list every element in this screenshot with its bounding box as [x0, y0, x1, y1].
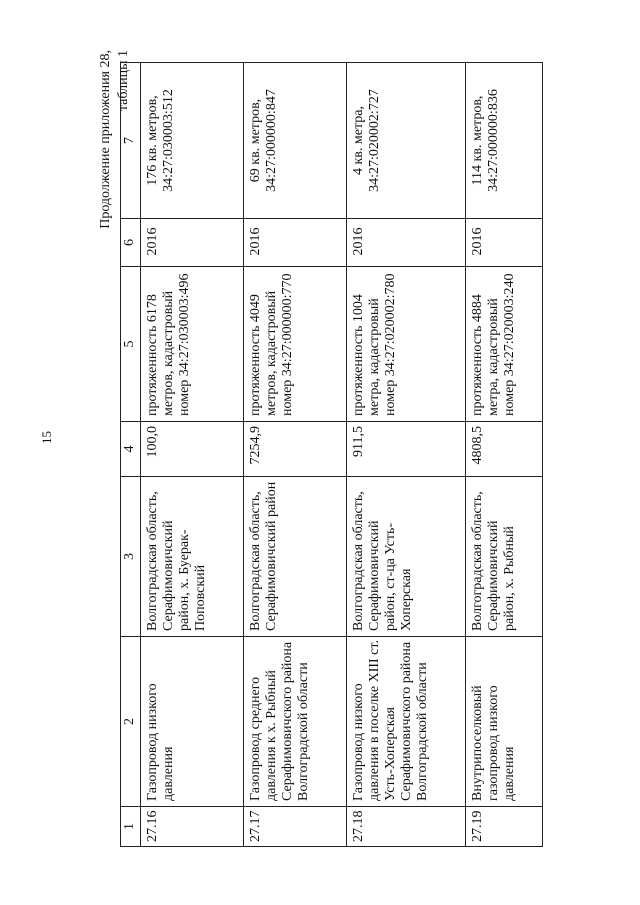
header-cell-4: 4	[121, 422, 141, 477]
object-value: 4808,5	[466, 422, 543, 477]
table-row	[141, 63, 244, 847]
row-number: 27.18	[347, 807, 466, 847]
object-land-info: 114 кв. метров, 34:27:000000:836	[466, 63, 543, 219]
object-value: 911,5	[347, 422, 466, 477]
table-row	[466, 63, 543, 847]
header-cell-6: 6	[121, 219, 141, 267]
object-description: протяженность 6178 метров, кадастровый номер 34:27:030003:496	[141, 267, 244, 422]
row-number: 27.19	[466, 807, 543, 847]
header-cell-7: 7	[121, 63, 141, 219]
header-cell-1: 1	[121, 807, 141, 847]
object-value: 100,0	[141, 422, 244, 477]
row-number: 27.16	[141, 807, 244, 847]
table-row	[244, 63, 347, 847]
object-name: Газопровод низкого давления в поселке XIII ст. Усть-Хоперская Серафимовичского района Волгоградской области	[347, 637, 466, 807]
header-cell-5: 5	[121, 267, 141, 422]
page-number: 15	[39, 431, 54, 444]
object-year: 2016	[466, 219, 543, 267]
objects-table	[120, 62, 543, 847]
row-number: 27.17	[244, 807, 347, 847]
object-name: Внутрипоселковый газопровод низкого давления	[466, 637, 543, 807]
object-land-info: 69 кв. метров, 34:27:000000:847	[244, 63, 347, 219]
object-location: Волгоградская область, Серафимовичский район, х. Буерак-Поповский	[141, 477, 244, 637]
object-year: 2016	[141, 219, 244, 267]
object-description: протяженность 4884 метра, кадастровый номер 34:27:020003:240	[466, 267, 543, 422]
caption-line-1: Продолжение приложения 28,	[98, 50, 113, 229]
object-location: Волгоградская область, Серафимовичский район, х. Рыбный	[466, 477, 543, 637]
object-name: Газопровод среднего давления к х. Рыбный Серафимовичского района Волгоградской области	[244, 637, 347, 807]
object-description: протяженность 1004 метра, кадастровый номер 34:27:020002:780	[347, 267, 466, 422]
object-location: Волгоградская область, Серафимовичский район	[244, 477, 347, 637]
object-value: 7254,9	[244, 422, 347, 477]
object-year: 2016	[347, 219, 466, 267]
object-location: Волгоградская область, Серафимовичский район, ст-ца Усть-Хоперская	[347, 477, 466, 637]
object-land-info: 4 кв. метра, 34:27:020002:727	[347, 63, 466, 219]
header-row	[121, 63, 141, 847]
caption-line-2: таблицы 1	[116, 50, 131, 112]
rotated-table-container	[120, 63, 532, 847]
object-land-info: 176 кв. метров, 34:27:030003:512	[141, 63, 244, 219]
object-year: 2016	[244, 219, 347, 267]
object-description: протяженность 4049 метров, кадастровый номер 34:27:000000:770	[244, 267, 347, 422]
object-name: Газопровод низкого давления	[141, 637, 244, 807]
table-row	[347, 63, 466, 847]
header-cell-2: 2	[121, 637, 141, 807]
header-cell-3: 3	[121, 477, 141, 637]
